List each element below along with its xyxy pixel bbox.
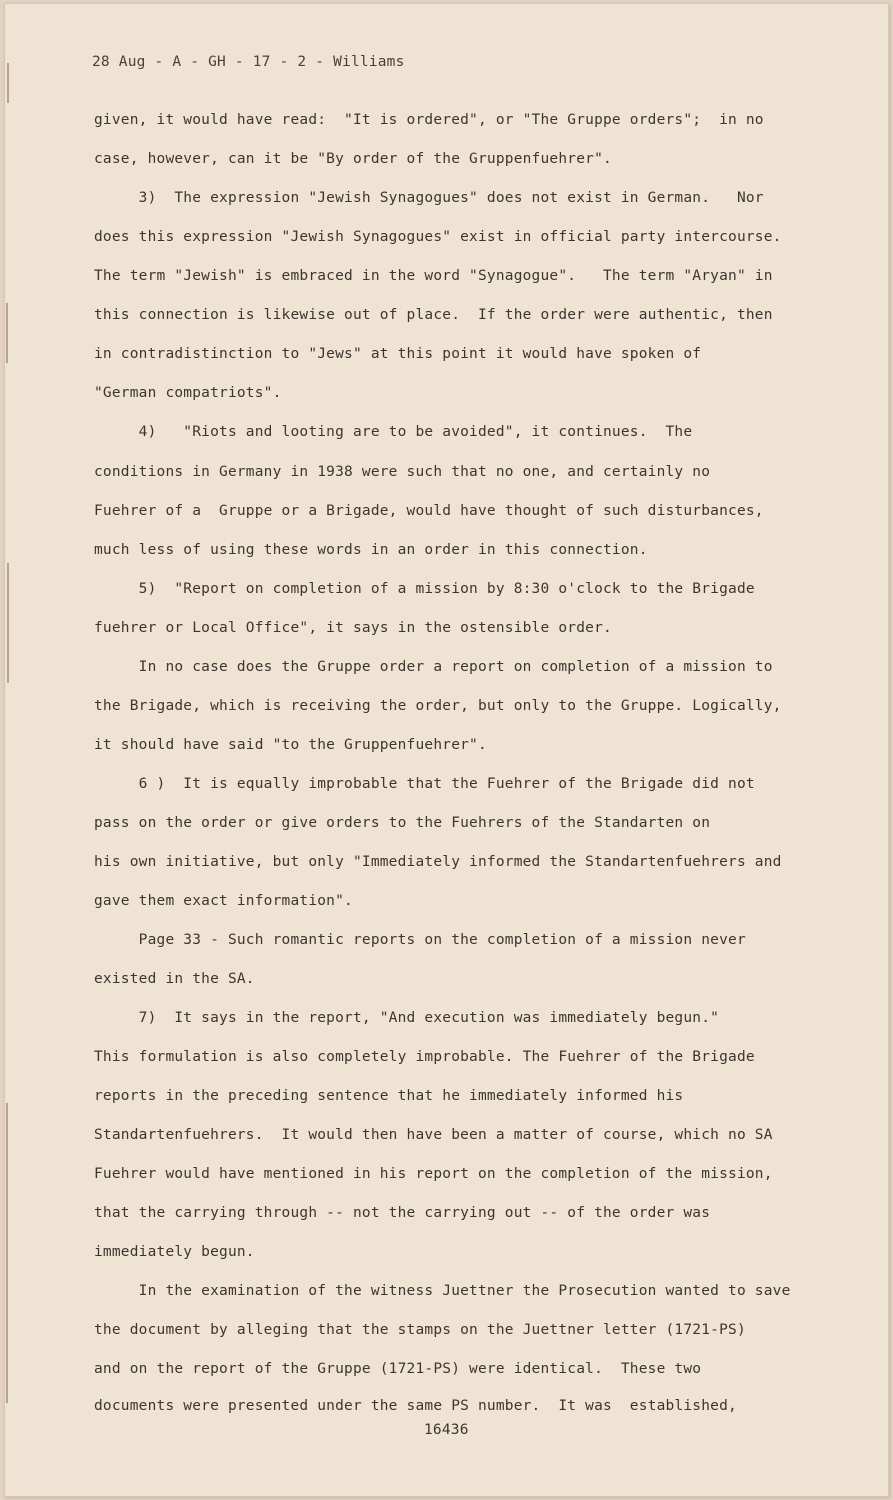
text-line: The term "Jewish" is embraced in the word "Synagogue". The term "Aryan" in: [94, 268, 773, 284]
text-line: "German compatriots".: [94, 385, 282, 401]
text-line: Fuehrer would have mentioned in his report on the completion of the mission,: [94, 1166, 773, 1182]
text-line: in contradistinction to "Jews" at this point it would have spoken of: [94, 346, 702, 362]
text-line: Page 33 - Such romantic reports on the completion of a mission never: [94, 932, 746, 948]
text-line: In no case does the Gruppe order a report on completion of a mission to: [94, 659, 773, 675]
text-line: given, it would have read: "It is ordered", or "The Gruppe orders"; in no: [94, 112, 764, 128]
text-line: conditions in Germany in 1938 were such that no one, and certainly no: [94, 464, 711, 480]
document-page: [4, 3, 889, 1497]
text-line: and on the report of the Gruppe (1721-PS) were identical. These two: [94, 1361, 702, 1377]
text-line: the document by alleging that the stamps on the Juettner letter (1721-PS): [94, 1322, 746, 1338]
text-line: 4) "Riots and looting are to be avoided", it continues. The: [94, 424, 693, 440]
text-line: This formulation is also completely improbable. The Fuehrer of the Brigade: [94, 1049, 755, 1065]
text-line: gave them exact information".: [94, 893, 353, 909]
text-line: existed in the SA.: [94, 971, 255, 987]
text-line: that the carrying through -- not the carrying out -- of the order was: [94, 1205, 711, 1221]
text-line: case, however, can it be "By order of the Gruppenfuehrer".: [94, 151, 612, 167]
text-line: his own initiative, but only "Immediately informed the Standartenfuehrers and: [94, 854, 782, 870]
text-line: much less of using these words in an order in this connection.: [94, 542, 648, 558]
text-line: does this expression "Jewish Synagogues" exist in official party intercourse.: [94, 229, 782, 245]
typed-text-body: [4, 3, 889, 1497]
text-line: 5) "Report on completion of a mission by 8:30 o'clock to the Brigade: [94, 581, 755, 597]
text-line: In the examination of the witness Juettner the Prosecution wanted to save: [94, 1283, 791, 1299]
text-line: pass on the order or give orders to the Fuehrers of the Standarten on: [94, 815, 711, 831]
page-number: 16436: [424, 1422, 469, 1438]
text-line: 6 ) It is equally improbable that the Fuehrer of the Brigade did not: [94, 776, 755, 792]
text-line: Fuehrer of a Gruppe or a Brigade, would have thought of such disturbances,: [94, 503, 764, 519]
page-header: 28 Aug - A - GH - 17 - 2 - Williams: [92, 54, 405, 70]
text-line: 3) The expression "Jewish Synagogues" does not exist in German. Nor: [94, 190, 764, 206]
text-line: immediately begun.: [94, 1244, 255, 1260]
text-line: it should have said "to the Gruppenfuehrer".: [94, 737, 487, 753]
text-line: this connection is likewise out of place. If the order were authentic, then: [94, 307, 773, 323]
text-line: the Brigade, which is receiving the order, but only to the Gruppe. Logically,: [94, 698, 782, 714]
text-line: 7) It says in the report, "And execution was immediately begun.": [94, 1010, 720, 1026]
text-line: reports in the preceding sentence that he immediately informed his: [94, 1088, 684, 1104]
text-line: Standartenfuehrers. It would then have been a matter of course, which no SA: [94, 1127, 773, 1143]
text-line: fuehrer or Local Office", it says in the ostensible order.: [94, 620, 612, 636]
text-line: documents were presented under the same PS number. It was established,: [94, 1398, 737, 1414]
